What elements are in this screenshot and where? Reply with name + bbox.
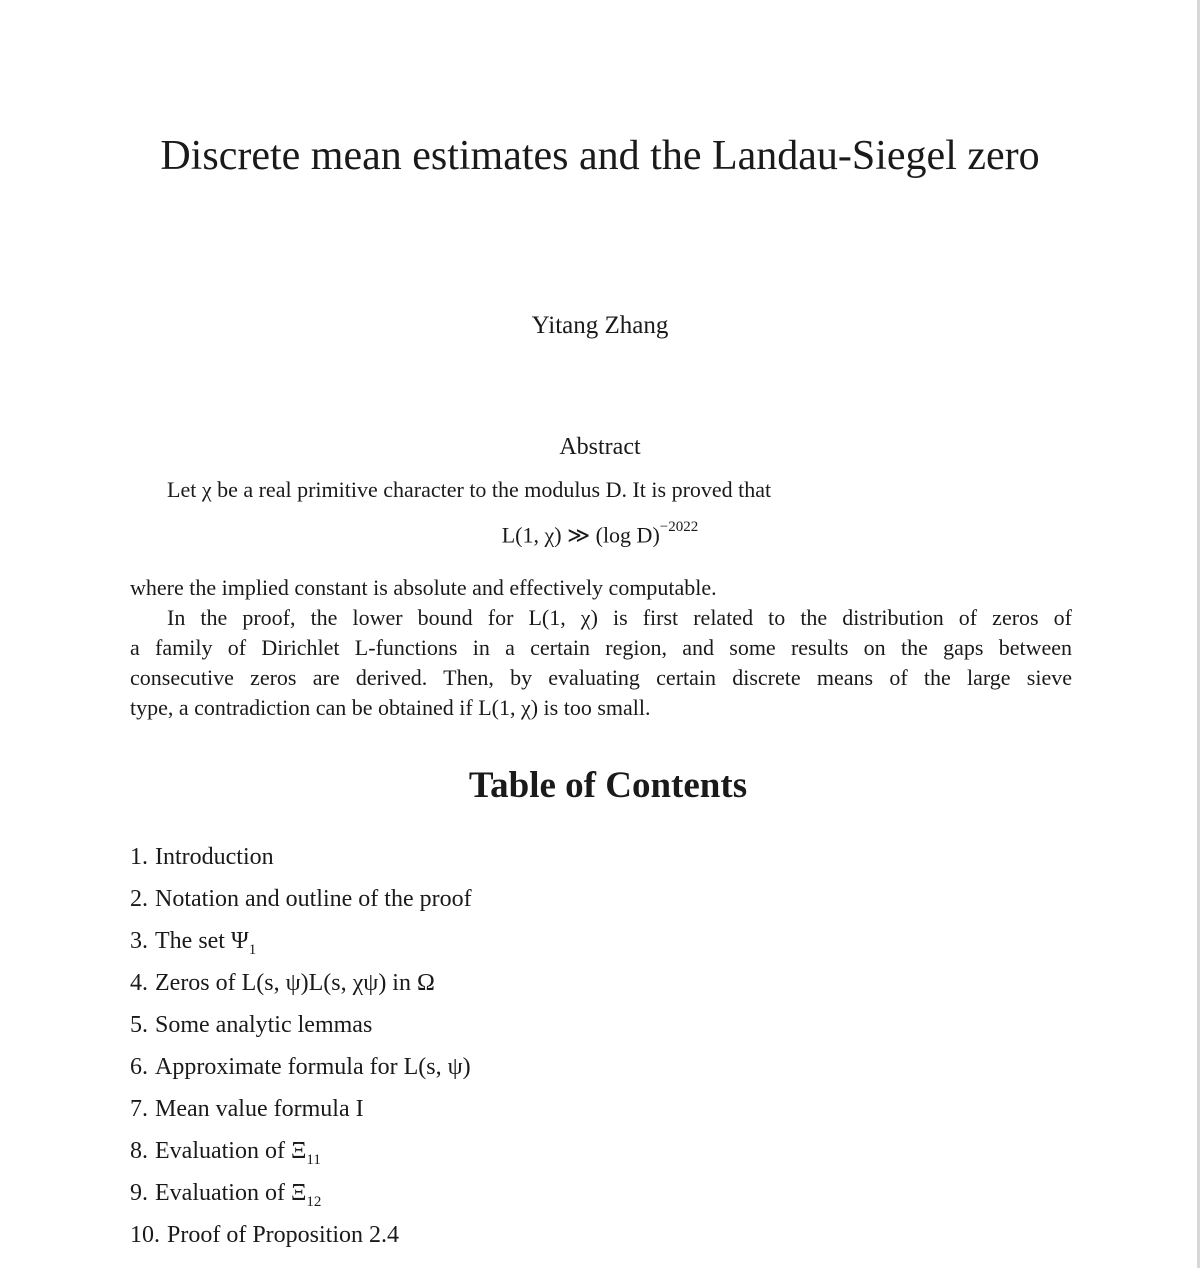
toc-item-label: Approximate formula for L(s, ψ) bbox=[155, 1054, 471, 1080]
toc-item-label: Proof of Proposition 2.4 bbox=[167, 1222, 400, 1248]
abstract-line-1: Let χ be a real primitive character to the modulus D. It is proved that bbox=[167, 477, 772, 502]
toc-item-analytic-lemmas[interactable] bbox=[130, 1010, 372, 1040]
toc-item-label: Some analytic lemmas bbox=[155, 1012, 373, 1038]
toc-item-introduction[interactable] bbox=[130, 842, 274, 872]
abstract-heading: Abstract bbox=[559, 434, 641, 460]
toc-item-number: 1. bbox=[130, 844, 148, 870]
toc-item-evaluation-xi-11[interactable] bbox=[130, 1136, 321, 1175]
toc-item-label: Mean value formula I bbox=[155, 1096, 364, 1122]
toc-item-number: 5. bbox=[130, 1012, 148, 1038]
abstract-formula bbox=[0, 519, 1200, 548]
toc-item-number: 10. bbox=[130, 1222, 160, 1248]
toc-item-evaluation-xi-12[interactable] bbox=[130, 1178, 321, 1217]
abstract-para2-line-3: consecutive zeros are derived. Then, by evaluating certain discrete means of the large sieve bbox=[130, 665, 1072, 690]
formula-exponent: −2022 bbox=[659, 519, 699, 535]
abstract-para2-line-1: In the proof, the lower bound for L(1, χ) is first related to the distribution of zeros of bbox=[167, 605, 1072, 630]
toc-item-number: 3. bbox=[130, 928, 148, 954]
toc-item-subscript: 1 bbox=[248, 941, 257, 958]
toc-item-mean-value-formula[interactable] bbox=[130, 1094, 364, 1124]
toc-item-approximate-formula[interactable] bbox=[130, 1052, 471, 1082]
toc-item-number: 7. bbox=[130, 1096, 148, 1122]
author-name: Yitang Zhang bbox=[531, 312, 669, 339]
toc-item-number: 9. bbox=[130, 1180, 148, 1206]
toc-item-subscript: 12 bbox=[306, 1193, 322, 1210]
toc-item-label: Evaluation of Ξ bbox=[155, 1180, 307, 1206]
abstract-para2-line-4: type, a contradiction can be obtained if L(1, χ) is too small. bbox=[130, 695, 651, 720]
toc-item-notation[interactable] bbox=[130, 884, 472, 914]
toc-item-number: 4. bbox=[130, 970, 148, 996]
abstract-para2-line-2: a family of Dirichlet L-functions in a certain region, and some results on the gaps between bbox=[130, 635, 1072, 660]
abstract-line-2: where the implied constant is absolute and effectively computable. bbox=[130, 575, 717, 600]
toc-item-number: 6. bbox=[130, 1054, 148, 1080]
toc-item-label: Zeros of L(s, ψ)L(s, χψ) in Ω bbox=[155, 970, 435, 996]
toc-item-proof-proposition[interactable] bbox=[130, 1220, 399, 1250]
toc-item-subscript: 11 bbox=[306, 1151, 321, 1168]
toc-item-label: Introduction bbox=[155, 844, 274, 870]
formula-body: L(1, χ) ≫ (log D) bbox=[501, 522, 660, 548]
toc-item-label: Notation and outline of the proof bbox=[155, 886, 472, 912]
toc-heading: Table of Contents bbox=[468, 765, 748, 806]
paper-title: Discrete mean estimates and the Landau-Siegel zero bbox=[160, 133, 1040, 179]
toc-item-zeros[interactable] bbox=[130, 968, 435, 998]
toc-item-label: Evaluation of Ξ bbox=[155, 1138, 307, 1164]
toc-item-number: 8. bbox=[130, 1138, 148, 1164]
toc-item-label: The set Ψ bbox=[155, 928, 249, 954]
toc-item-number: 2. bbox=[130, 886, 148, 912]
toc-item-set-psi[interactable] bbox=[130, 926, 256, 965]
